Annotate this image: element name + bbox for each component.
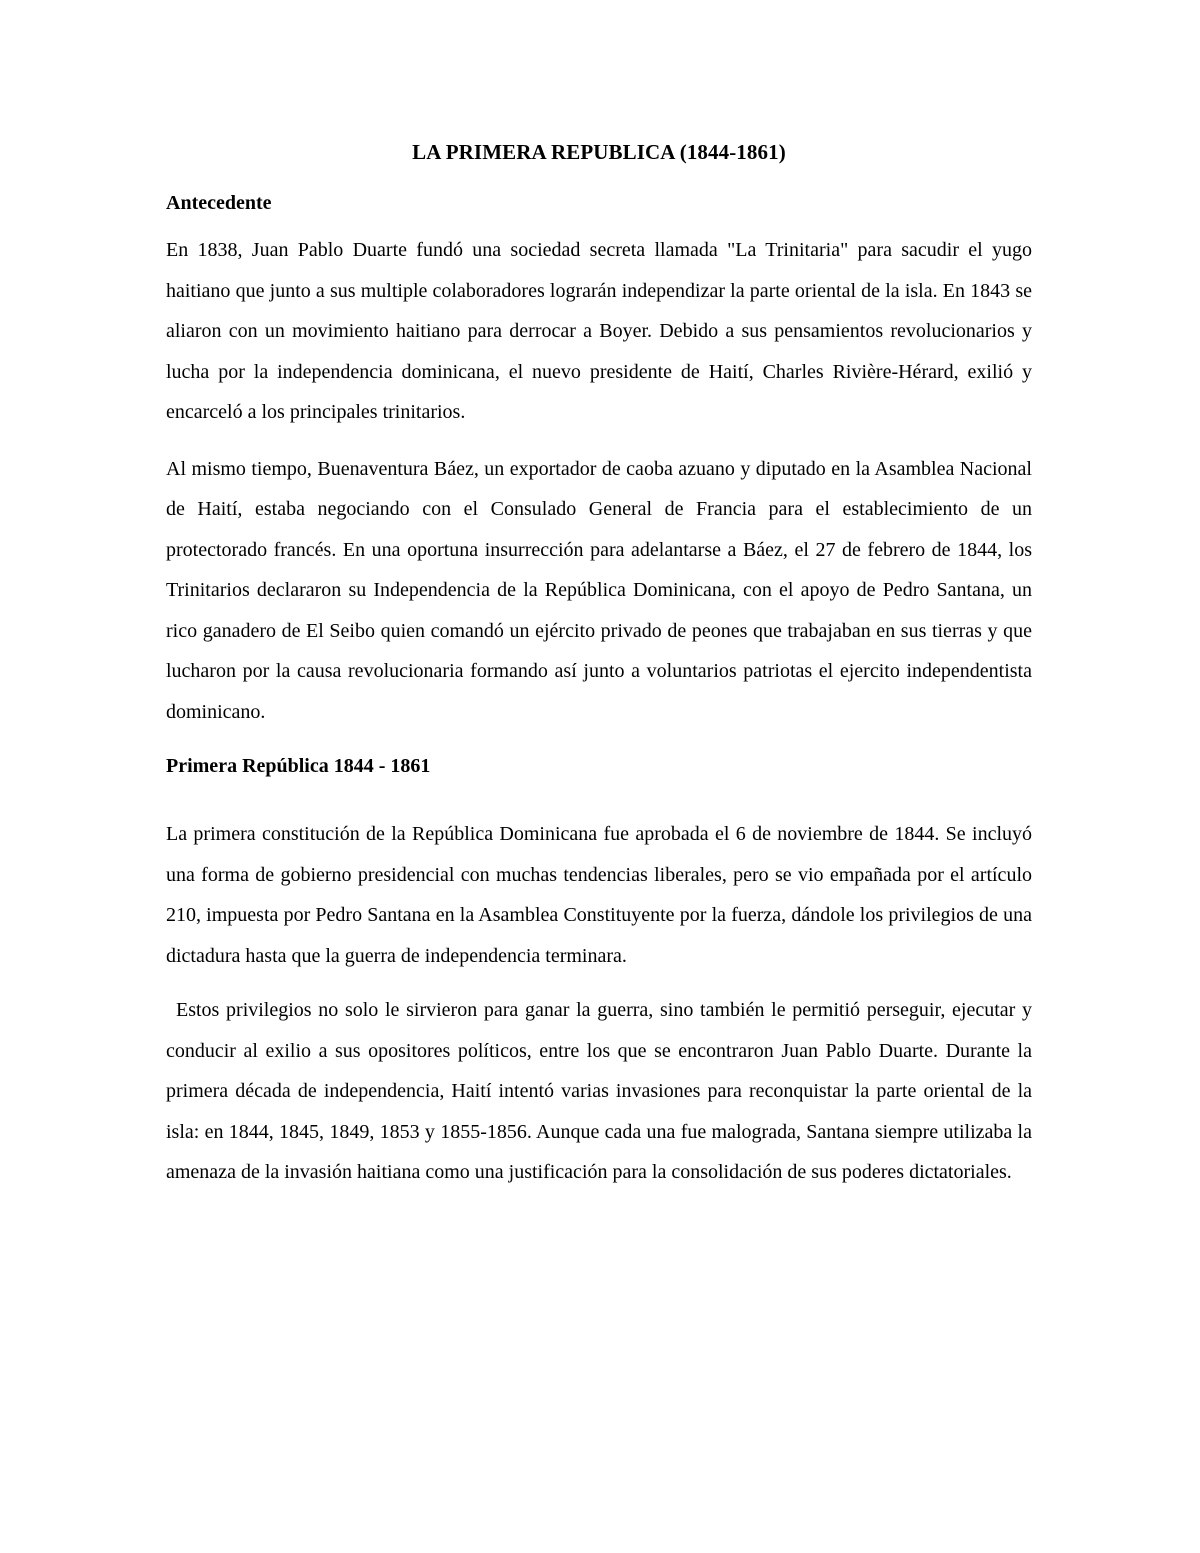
paragraph-independencia: Al mismo tiempo, Buenaventura Báez, un exportador de caoba azuano y diputado en la Asamblea Nacional de Haití, estaba negociando con el Consulado General de Francia para el establecimiento de un protectorado francés. En una oportuna insurrección para adelantarse a Báez, el 27 de febrero de 1844, los Trinitarios declararon su Independencia de la República Dominicana, con el apoyo de Pedro Santana, un rico ganadero de El Seibo quien comandó un ejército privado de peones que trabajaban en sus tierras y que lucharon por la causa revolucionaria formando así junto a voluntarios patriotas el ejercito independentista dominicano. xyxy=(166,457,1032,723)
paragraph-trinitaria: En 1838, Juan Pablo Duarte fundó una sociedad secreta llamada "La Trinitaria" para sacudir el yugo haitiano que junto a sus multiple colaboradores lograrán independizar la parte oriental de la isla. En 1843 se aliaron con un movimiento haitiano para derrocar a Boyer. Debido a sus pensamientos revolucionarios y lucha por la independencia dominicana, el nuevo presidente de Haití, Charles Rivière-Hérard, exilió y encarceló a los principales trinitarios. xyxy=(166,239,1032,423)
section-heading-antecedente: Antecedente xyxy=(166,192,272,214)
paragraph-privilegios: Estos privilegios no solo le sirvieron para ganar la guerra, sino también le permitió perseguir, ejecutar y conducir al exilio a sus opositores políticos, entre los que se encontraron Juan Pablo Duarte. Durante la primera década de independencia, Haití intentó varias invasiones para reconquistar la parte oriental de la isla: en 1844, 1845, 1849, 1853 y 1855-1856. Aunque cada una fue malograda, Santana siempre utilizaba la amenaza de la invasión haitiana como una justificación para la consolidación de sus poderes dictatoriales. xyxy=(166,999,1032,1183)
document-title: LA PRIMERA REPUBLICA (1844-1861) xyxy=(412,140,786,164)
section-heading-primera-republica: Primera República 1844 - 1861 xyxy=(166,755,431,777)
paragraph-constitucion: La primera constitución de la República Dominicana fue aprobada el 6 de noviembre de 1844. Se incluyó una forma de gobierno presidencial con muchas tendencias liberales, pero se vio empañada por el artículo 210, impuesta por Pedro Santana en la Asamblea Constituyente por la fuerza, dándole los privilegios de una dictadura hasta que la guerra de independencia terminara. xyxy=(166,823,1032,967)
document-page xyxy=(166,138,1032,1193)
